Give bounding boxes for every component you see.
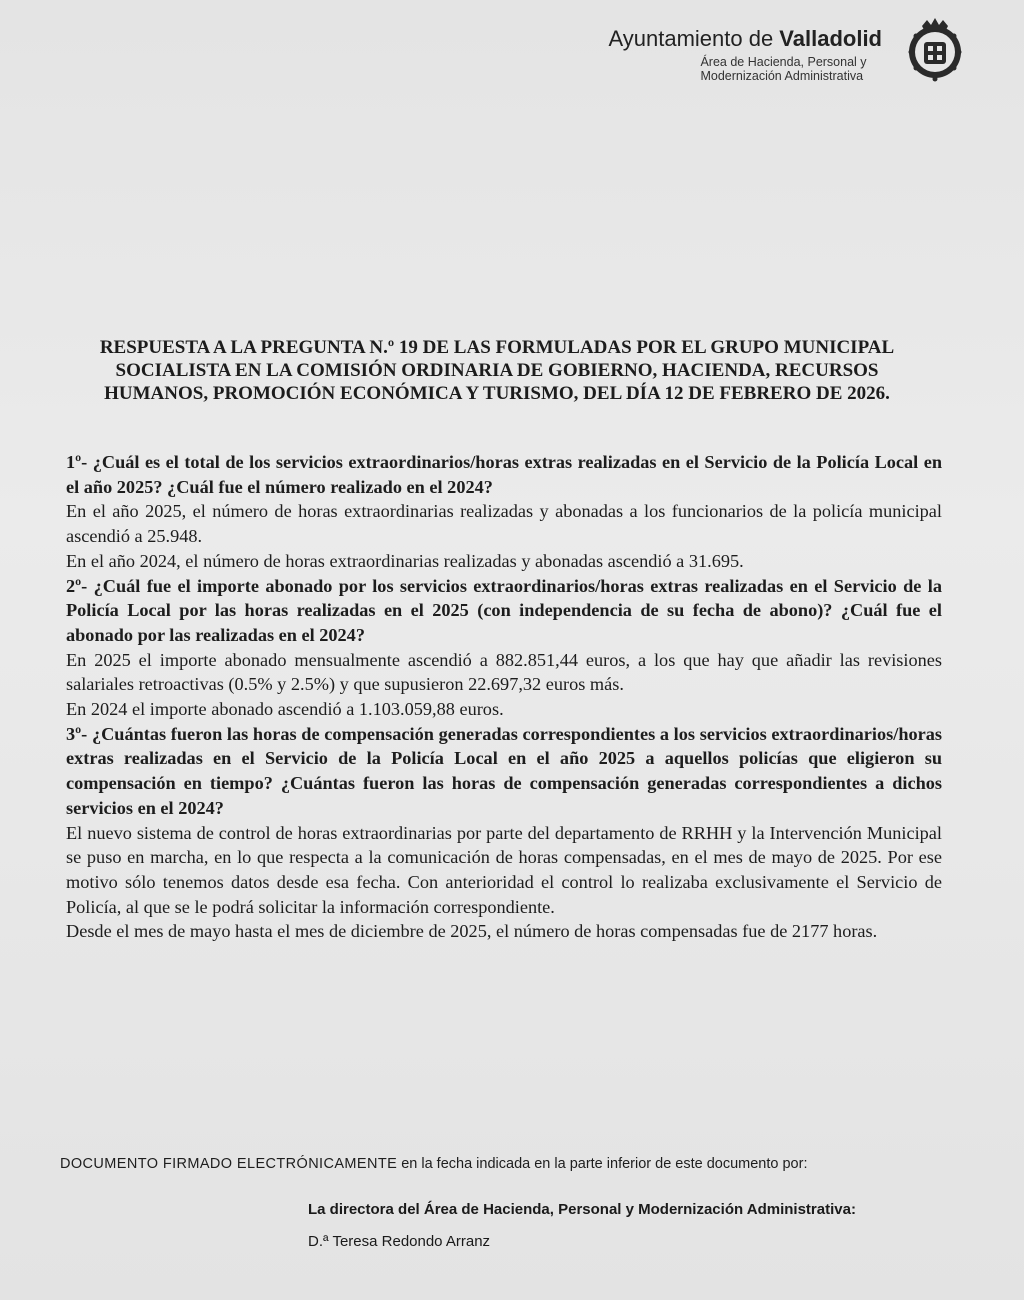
electronic-signature-note: DOCUMENTO FIRMADO ELECTRÓNICAMENTE en la fecha indicada en la parte inferior de este documento por:	[60, 1156, 808, 1172]
city-name: Valladolid	[779, 26, 882, 51]
organization-name: Ayuntamiento de Valladolid	[608, 26, 882, 51]
letterhead	[608, 26, 882, 83]
answer-1-2025: En el año 2025, el número de horas extraordinarias realizadas y abonadas a los funcionarios de la policía municipal ascendió a 25.948.	[66, 501, 942, 547]
answer-1-2024: En el año 2024, el número de horas extraordinarias realizadas y abonadas ascendió a 31.695.	[66, 550, 744, 571]
answer-2-2025: En 2025 el importe abonado mensualmente ascendió a 882.851,44 euros, a los que hay que añadir las revisiones salariales retroactivas (0.5% y 2.5%) y que supusieron 22.697,32 euros más.	[66, 649, 942, 695]
signer-name: D.ª Teresa Redondo Arranz	[308, 1233, 491, 1250]
document-title: RESPUESTA A LA PREGUNTA N.º 19 DE LAS FORMULADAS POR EL GRUPO MUNICIPAL SOCIALISTA EN LA COMISIÓN ORDINARIA DE GOBIERNO, HACIENDA, RECURSOS HUMANOS, PROMOCIÓN ECONÓMICA Y TURISMO, DEL DÍA 12 DE FEBRERO DE 2026.	[99, 337, 895, 404]
answer-3-system: El nuevo sistema de control de horas extraordinarias por parte del departamento de RRHH y la Intervención Municipal se puso en marcha, en lo que respecta a la comunicación de horas compensadas, en el mes de mayo de 2025. Por ese motivo sólo tenemos datos desde esa fecha. Con anterioridad el control lo realizaba exclusivamente el Servicio de Policía, al que se le podrá solicitar la información correspondiente.	[66, 822, 942, 917]
coat-of-arms-icon	[902, 16, 968, 82]
department-name: Área de Hacienda, Personal y Modernización Administrativa	[700, 55, 867, 83]
signer-block	[308, 1199, 956, 1253]
question-2: 2º- ¿Cuál fue el importe abonado por los servicios extraordinarios/horas extras realizadas en el Servicio de la Policía Local por las horas realizadas en el 2025 (con independencia de su fecha de abono)? ¿Cuál fue el abonado por las realizadas en el 2024?	[66, 575, 942, 645]
question-3: 3º- ¿Cuántas fueron las horas de compensación generadas correspondientes a los servicios extraordinarios/horas extras realizadas en el Servicio de la Policía Local en el año 2025 a aquellos policías que eligieron su compensación en tiempo? ¿Cuántas fueron las horas de compensación generadas correspondientes a dichos servicios en el 2024?	[66, 723, 942, 818]
question-1: 1º- ¿Cuál es el total de los servicios extraordinarios/horas extras realizadas en el Servicio de la Policía Local en el año 2025? ¿Cuál fue el número realizado en el 2024?	[66, 452, 942, 497]
document-body	[66, 450, 942, 944]
answer-3-hours: Desde el mes de mayo hasta el mes de diciembre de 2025, el número de horas compensadas fue de 2177 horas.	[66, 921, 878, 942]
answer-2-2024: En 2024 el importe abonado ascendió a 1.103.059,88 euros.	[66, 699, 504, 720]
signer-role: La directora del Área de Hacienda, Personal y Modernización Administrativa:	[308, 1201, 856, 1218]
